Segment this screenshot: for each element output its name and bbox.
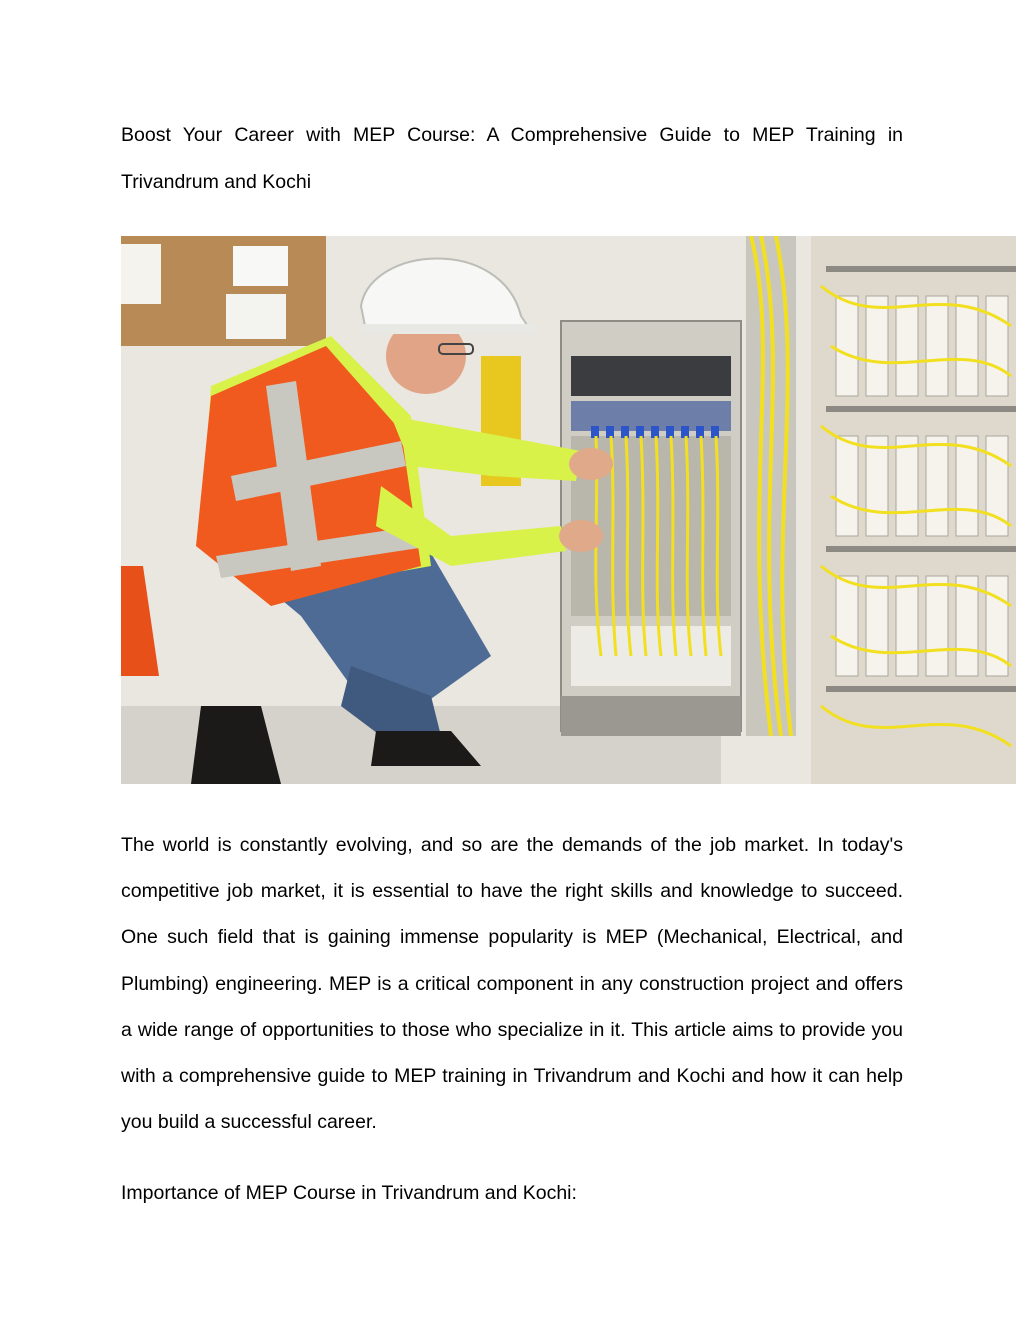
rack-module xyxy=(571,356,731,396)
hard-hat-brim xyxy=(361,324,536,334)
notice-paper xyxy=(226,294,286,339)
section-heading: Importance of MEP Course in Trivandrum and Kochi: xyxy=(121,1182,577,1204)
hand xyxy=(559,520,603,552)
technician-illustration xyxy=(121,236,1016,784)
intro-paragraph: The world is constantly evolving, and so are the demands of the job market. In today's competitive job market, it is essential to have the right skills and knowledge to succeed. One such field that is gaining immense popularity is MEP (Mechanical, Electrical, and Plumbing) engineering. MEP is a critical component in any construction project and offers a wide range of opportunities to those who specialize in it. This article aims to provide you with a comprehensive guide to MEP training in Trivandrum and Kochi and how it can help you build a successful career. xyxy=(121,834,903,1134)
hand xyxy=(569,448,613,480)
rack-base xyxy=(561,696,741,736)
technician-photo xyxy=(121,236,1016,784)
notice-paper xyxy=(233,246,288,286)
document-title: Boost Your Career with MEP Course: A Comprehensive Guide to MEP Training in Trivandrum and Kochi xyxy=(121,124,903,193)
notice-paper xyxy=(121,244,161,304)
rack-module xyxy=(571,626,731,686)
